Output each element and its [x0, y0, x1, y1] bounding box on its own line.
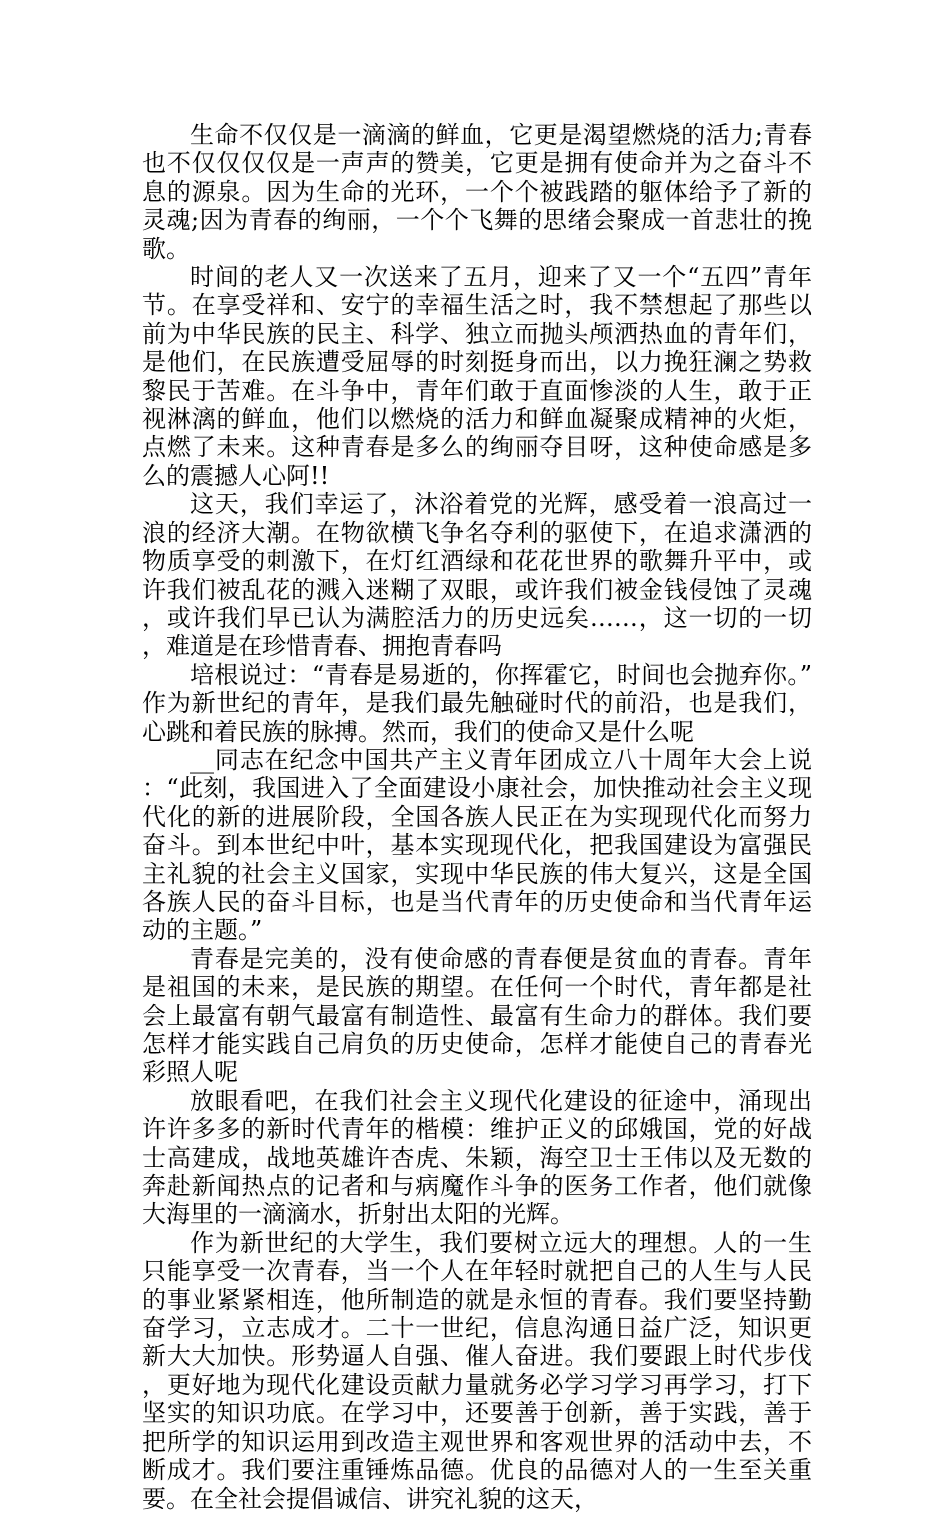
paragraph-8: 作为新世纪的大学生，我们要树立远大的理想。人的一生只能享受一次青春，当一个人在年轻时就把自己的人生与人民的事业紧紧相连，他所制造的就是永恒的青春。我们要坚持勤奋学习，立志成才。二十一世纪，信息沟通日益广泛，知识更新大大加快。形势逼人自强、催人奋进。我们要跟上时代步伐，更好地为现代化建设贡献力量就务必学习学习再学习，打下坚实的知识功底。在学习中，还要善于创新，善于实践，善于把所学的知识运用到改造主观世界和客观世界的活动中去，不断成才。我们要注重锤炼品德。优良的品德对人的一生至关重要。在全社会提倡诚信、讲究礼貌的这天，	[142, 1228, 812, 1513]
paragraph-5: __同志在纪念中国共产主义青年团成立八十周年大会上说：“此刻，我国进入了全面建设小康社会，加快推动社会主义现代化的新的进展阶段，全国各族人民正在为实现现代化而努力奋斗。到本世纪中叶，基本实现现代化，把我国建设为富强民主礼貌的社会主义国家，实现中华民族的伟大复兴，这是全国各族人民的奋斗目标，也是当代青年的历史使命和当代青年运动的主题。”	[142, 745, 812, 945]
paragraph-1: 生命不仅仅是一滴滴的鲜血，它更是渴望燃烧的活力;青春也不仅仅仅仅是一声声的赞美，它更是拥有使命并为之奋斗不息的源泉。因为生命的光环，一个个被践踏的躯体给予了新的灵魂;因为青春的绚丽，一个个飞舞的思绪会聚成一首悲壮的挽歌。	[142, 121, 812, 263]
paragraph-6: 青春是完美的，没有使命感的青春便是贫血的青春。青年是祖国的未来，是民族的期望。在任何一个时代，青年都是社会上最富有朝气最富有制造性、最富有生命力的群体。我们要怎样才能实践自己肩负的历史使命，怎样才能使自己的青春光彩照人呢	[142, 944, 812, 1087]
paragraph-7: 放眼看吧，在我们社会主义现代化建设的征途中，涌现出许许多多的新时代青年的楷模：维护正义的邱娥国，党的好战士高建成，战地英雄许杏虎、朱颖，海空卫士王伟以及无数的奔赴新闻热点的记者和与病魔作斗争的医务工作者，他们就像大海里的一滴滴水，折射出太阳的光辉。	[142, 1086, 812, 1229]
paragraph-3: 这天，我们幸运了，沐浴着党的光辉，感受着一浪高过一浪的经济大潮。在物欲横飞争名夺利的驱使下，在追求潇洒的物质享受的刺激下，在灯红酒绿和花花世界的歌舞升平中，或许我们被乱花的溅入迷糊了双眼，或许我们被金钱侵蚀了灵魂，或许我们早已认为满腔活力的历史远矣……，这一切的一切，难道是在珍惜青春、拥抱青春吗	[142, 490, 812, 661]
paragraph-2: 时间的老人又一次送来了五月，迎来了又一个“五四”青年节。在享受祥和、安宁的幸福生活之时，我不禁想起了那些以前为中华民族的民主、科学、独立而抛头颅洒热血的青年们，是他们，在民族遭受屈辱的时刻挺身而出，以力挽狂澜之势救黎民于苦难。在斗争中，青年们敢于直面惨淡的人生，敢于正视淋漓的鲜血，他们以燃烧的活力和鲜血凝聚成精神的火炬，点燃了未来。这种青春是多么的绚丽夺目呀，这种使命感是多么的震撼人心阿!!	[142, 263, 812, 490]
paragraph-4: 培根说过：“青春是易逝的，你挥霍它，时间也会抛弃你。”作为新世纪的青年，是我们最先触碰时代的前沿，也是我们，心跳和着民族的脉搏。然而，我们的使命又是什么呢	[142, 660, 812, 746]
document-body	[142, 121, 812, 1513]
